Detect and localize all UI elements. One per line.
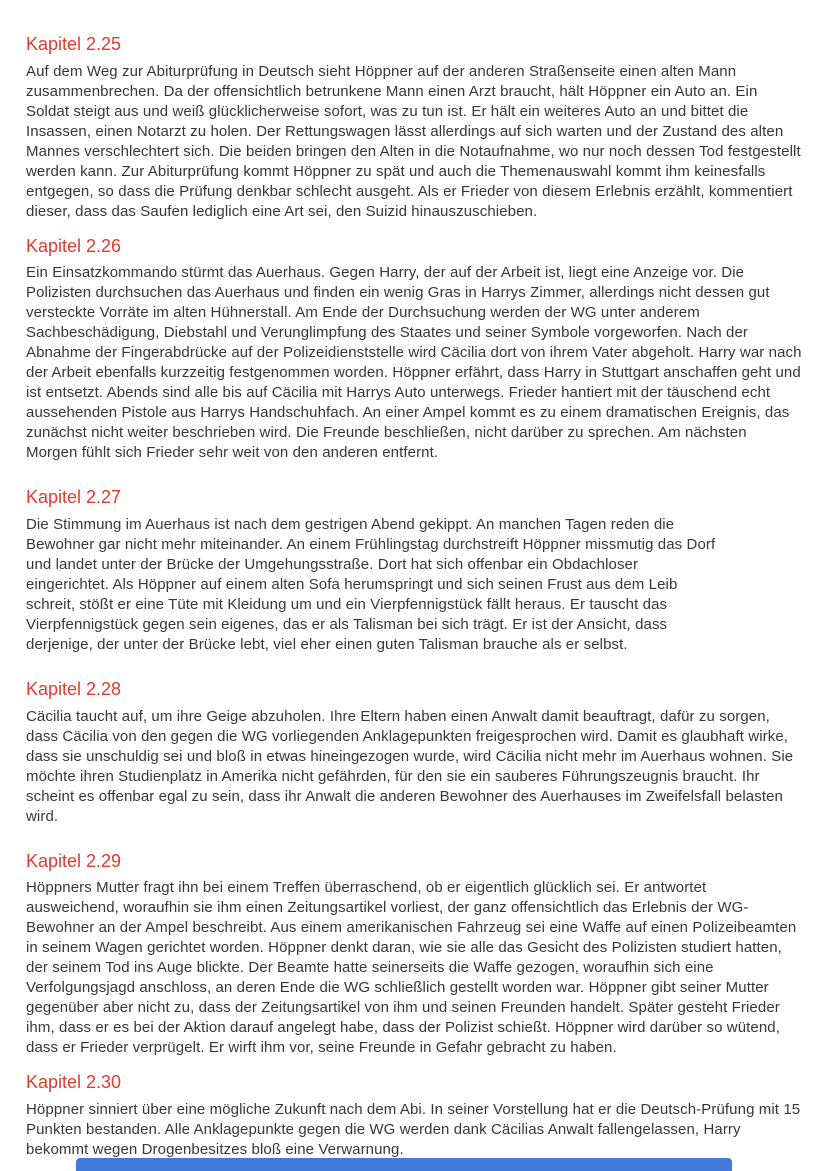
chapter-section-2-29 (26, 851, 802, 1059)
chapter-summary: Höppner sinniert über eine mögliche Zukunft nach dem Abi. In seiner Vorstellung hat er die Deutsch-Prüfung mit 15 Punkten bestanden. Alle Anklagepunkte gegen die WG werden dank Cäcilias Anwalt fallengelassen, Harry bekommt wegen Drogenbesitzes bloß eine Verwarnung. (26, 1101, 801, 1159)
chapter-heading: Kapitel 2.29 (26, 850, 122, 871)
chapter-heading: Kapitel 2.25 (26, 34, 122, 54)
chapter-section-2-30 (26, 1072, 802, 1160)
chapter-heading: Kapitel 2.28 (26, 679, 122, 700)
chapter-summary: Auf dem Weg zur Abiturprüfung in Deutsch sieht Höppner auf der anderen Straßenseite einen alten Mann zusammenbrechen. Da der offensichtlich betrunkene Mann einen Arzt braucht, hält Höppner ein Auto an. Ein Soldat steigt aus und weiß glücklicherweise sofort, was zu tun ist. Er hält ein weiteres Auto an und bittet die Insassen, einen Notarzt zu holen. Der Rettungswagen lässt allerdings auf sich warten und der Zustand des alten Mannes verschlechtert sich. Die beiden bringen den Alten in die Notaufnahme, wo nur noch dessen Tod festgestellt werden kann. Zur Abiturprüfung kommt Höppner zu spät und auch die Themenauswahl kommt ihm keinesfalls entgegen, so dass die Prüfung denkbar schlecht ausgeht. Als er Frieder von diesem Erlebnis erzählt, kommentiert dieser, dass das Saufen lediglich eine Art sei, den Suizid hinauszuschieben. (26, 62, 801, 220)
chapter-section-2-26 (26, 236, 802, 464)
chapter-section-2-28 (26, 679, 802, 827)
chapter-summary: Ein Einsatzkommando stürmt das Auerhaus. Gegen Harry, der auf der Arbeit ist, liegt eine Anzeige vor. Die Polizisten durchsuchen das Auerhaus und finden ein wenig Gras in Harrys Zimmer, allerdings nicht dessen gut versteckte Vorräte im alten Hühnerstall. Am Ende der Durchsuchung werden der WG unter anderem Sachbeschädigung, Diebstahl und Verunglimpfung des Staates und seiner Symbole vorgeworfen. Nach der Abnahme der Fingerabdrücke auf der Polizeidienststelle wird Cäcilia dort von ihrem Vater abgeholt. Harry war nach der Arbeit ebenfalls kurzzeitig festgenommen worden. Höppner erfährt, dass Harry in Stuttgart anschaffen geht und ist entsetzt. Abends sind alle bis auf Cäcilia mit Harrys Auto unterwegs. Frieder hantiert mit der täuschend echt aussehenden Pistole aus Harrys Handschuhfach. An einer Ampel kommt es zu einem dramatischen Ereignis, das zunächst nicht weiter beschrieben wird. Die Freunde beschließen, nicht darüber zu sprechen. Am nächsten Morgen fühlt sich Frieder sehr weit von den anderen entfernt. (26, 264, 802, 462)
chapter-heading: Kapitel 2.26 (26, 235, 122, 256)
chapter-heading: Kapitel 2.27 (26, 487, 122, 508)
chapter-section-2-27 (26, 487, 802, 655)
bottom-partial-element[interactable] (76, 1158, 732, 1171)
chapter-heading: Kapitel 2.30 (26, 1072, 122, 1093)
chapter-summary: Die Stimmung im Auerhaus ist nach dem gestrigen Abend gekippt. An manchen Tagen reden die Bewohner gar nicht mehr miteinander. An einem Frühlingstag durchstreift Höppner missmutig das Dorf und landet unter der Brücke der Umgehungsstraße. Dort hat sich offenbar ein Obdachloser eingerichtet. Als Höppner auf einem alten Sofa herumspringt und sich seinen Frust aus dem Leib schreit, stößt er eine Tüte mit Kleidung um und ein Vierpfennigstück fällt heraus. Er tauscht das Vierpfennigstück gegen sein eigenes, das er als Talisman bei sich trägt. Er ist der Ansicht, dass derjenige, der unter der Brücke lebt, viel eher einen guten Talisman brauche als er selbst. (26, 516, 716, 654)
chapter-summary: Höppners Mutter fragt ihn bei einem Treffen überraschend, ob er eigentlich glücklich sei. Er antwortet ausweichend, woraufhin sie ihm einen Zeitungsartikel vorliest, der ganz offensichtlich das Erlebnis der WG-Bewohner an der Ampel beschreibt. Aus einem amerikanischen Fahrzeug sei eine Waffe auf einen Polizeibeamten in seinem Wagen gerichtet worden. Höppner denkt daran, wie sie alle das Gesicht des Polizisten studiert hatten, der seinem Tod ins Auge blickte. Der Beamte hatte seinerseits die Waffe gezogen, woraufhin sich eine Verfolgungsjagd anschloss, an deren Ende die WG schließlich gestellt worden war. Höppner gibt seiner Mutter gegenüber aber nicht zu, dass der Zeitungsartikel von ihm und seinen Freunden handelt. Später gesteht Frieder ihm, dass er es bei der Aktion darauf angelegt habe, dass der Polizist schießt. Höppner wird darüber so wütend, dass er Frieder verprügelt. Er wirft ihm vor, seine Freunde in Gefahr gebracht zu haben. (26, 879, 797, 1057)
chapter-section-2-25 (26, 34, 802, 222)
chapter-summary: Cäcilia taucht auf, um ihre Geige abzuholen. Ihre Eltern haben einen Anwalt damit beauftragt, dafür zu sorgen, dass Cäcilia von den gegen die WG vorliegenden Anklagepunkten freigesprochen wird. Damit es glaubhaft wirke, dass sie unschuldig sei und bloß in etwas hineingezogen wurde, wird Cäcilia nicht mehr im Auerhaus wohnen. Sie möchte ihren Studienplatz in Amerika nicht gefährden, für den sie ein sauberes Führungszeugnis braucht. Ihr scheint es offenbar egal zu sein, dass ihr Anwalt die anderen Bewohner des Auerhauses im Zweifelsfall belasten wird. (26, 707, 794, 825)
